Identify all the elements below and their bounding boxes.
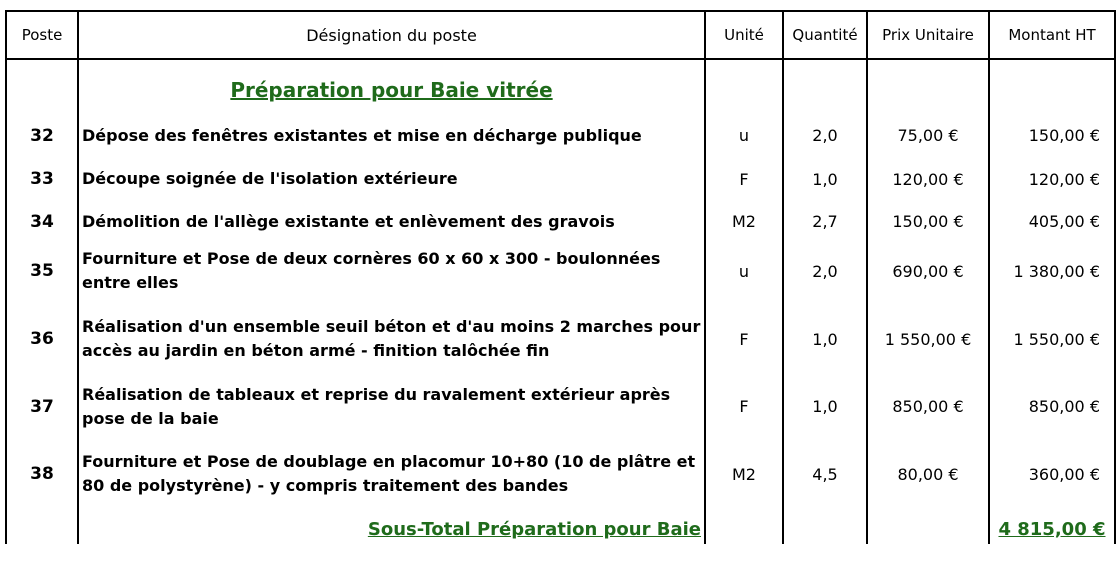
row-designation: Dépose des fenêtres existantes et mise en décharge publique bbox=[78, 113, 705, 158]
row-designation: Fourniture et Pose de doublage en placomur 10+80 (10 de plâtre et 80 de polystyrène) - y compris traitement des bandes bbox=[78, 434, 705, 514]
header-montant-ht: Montant HT bbox=[989, 11, 1115, 59]
table-row bbox=[6, 434, 1115, 514]
row-designation: Réalisation de tableaux et reprise du ravalement extérieur après pose de la baie bbox=[78, 379, 705, 434]
row-prix-unitaire: 690,00 € bbox=[867, 243, 989, 299]
empty-cell bbox=[783, 514, 867, 544]
empty-cell bbox=[989, 59, 1115, 113]
row-quantite: 2,0 bbox=[783, 113, 867, 158]
row-quantite: 1,0 bbox=[783, 158, 867, 200]
subtotal-label: Sous-Total Préparation pour Baie bbox=[78, 514, 705, 544]
empty-cell bbox=[867, 514, 989, 544]
row-prix-unitaire: 120,00 € bbox=[867, 158, 989, 200]
section-title-row bbox=[6, 59, 1115, 113]
row-quantite: 2,0 bbox=[783, 243, 867, 299]
row-unite: u bbox=[705, 113, 783, 158]
quote-table bbox=[5, 10, 1116, 544]
row-quantite: 4,5 bbox=[783, 434, 867, 514]
row-poste: 33 bbox=[6, 158, 78, 200]
table-row bbox=[6, 243, 1115, 299]
header-unite: Unité bbox=[705, 11, 783, 59]
row-montant-ht: 1 550,00 € bbox=[989, 299, 1115, 379]
header-poste: Poste bbox=[6, 11, 78, 59]
row-prix-unitaire: 150,00 € bbox=[867, 200, 989, 243]
row-poste: 32 bbox=[6, 113, 78, 158]
subtotal-row bbox=[6, 514, 1115, 544]
row-poste: 37 bbox=[6, 379, 78, 434]
row-unite: M2 bbox=[705, 434, 783, 514]
row-montant-ht: 360,00 € bbox=[989, 434, 1115, 514]
row-prix-unitaire: 80,00 € bbox=[867, 434, 989, 514]
row-unite: F bbox=[705, 299, 783, 379]
section-title: Préparation pour Baie vitrée bbox=[78, 59, 705, 113]
empty-cell bbox=[6, 514, 78, 544]
row-poste: 38 bbox=[6, 434, 78, 514]
row-prix-unitaire: 75,00 € bbox=[867, 113, 989, 158]
table-row bbox=[6, 158, 1115, 200]
row-montant-ht: 120,00 € bbox=[989, 158, 1115, 200]
row-designation: Démolition de l'allège existante et enlèvement des gravois bbox=[78, 200, 705, 243]
row-quantite: 2,7 bbox=[783, 200, 867, 243]
row-unite: u bbox=[705, 243, 783, 299]
header-row bbox=[6, 11, 1115, 59]
subtotal-value: 4 815,00 € bbox=[989, 514, 1115, 544]
header-quantite: Quantité bbox=[783, 11, 867, 59]
row-designation: Fourniture et Pose de deux cornères 60 x 60 x 300 - boulonnées entre elles bbox=[78, 243, 705, 299]
empty-cell bbox=[867, 59, 989, 113]
header-prix-unitaire: Prix Unitaire bbox=[867, 11, 989, 59]
row-prix-unitaire: 1 550,00 € bbox=[867, 299, 989, 379]
row-designation: Découpe soignée de l'isolation extérieure bbox=[78, 158, 705, 200]
row-unite: F bbox=[705, 379, 783, 434]
empty-cell bbox=[783, 59, 867, 113]
row-poste: 34 bbox=[6, 200, 78, 243]
empty-cell bbox=[705, 514, 783, 544]
row-montant-ht: 405,00 € bbox=[989, 200, 1115, 243]
row-prix-unitaire: 850,00 € bbox=[867, 379, 989, 434]
row-quantite: 1,0 bbox=[783, 299, 867, 379]
row-unite: F bbox=[705, 158, 783, 200]
table-row bbox=[6, 379, 1115, 434]
row-quantite: 1,0 bbox=[783, 379, 867, 434]
empty-cell bbox=[705, 59, 783, 113]
empty-cell bbox=[6, 59, 78, 113]
row-montant-ht: 150,00 € bbox=[989, 113, 1115, 158]
table-row bbox=[6, 113, 1115, 158]
row-unite: M2 bbox=[705, 200, 783, 243]
row-montant-ht: 850,00 € bbox=[989, 379, 1115, 434]
row-designation: Réalisation d'un ensemble seuil béton et d'au moins 2 marches pour accès au jardin en béton armé - finition talôchée fin bbox=[78, 299, 705, 379]
table-row bbox=[6, 299, 1115, 379]
table-row bbox=[6, 200, 1115, 243]
header-designation: Désignation du poste bbox=[78, 11, 705, 59]
row-montant-ht: 1 380,00 € bbox=[989, 243, 1115, 299]
quote-sheet bbox=[5, 10, 1114, 574]
row-poste: 35 bbox=[6, 243, 78, 299]
row-poste: 36 bbox=[6, 299, 78, 379]
